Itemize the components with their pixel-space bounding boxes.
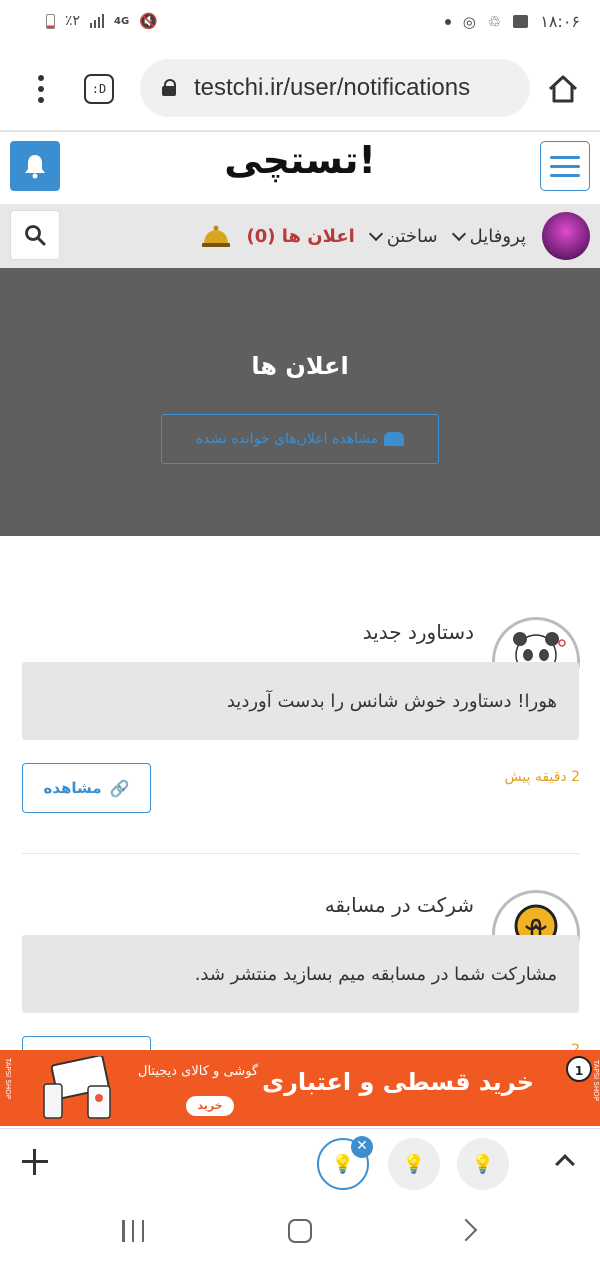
ad-subline: گوشی و کالای دیجیتال	[138, 1064, 259, 1079]
url-text: testchi.ir/user/notifications	[194, 74, 471, 101]
tab-item[interactable]	[388, 1138, 440, 1190]
view-unread-button[interactable]	[161, 414, 439, 464]
ad-logo: 1	[566, 1056, 592, 1082]
user-avatar[interactable]	[542, 212, 590, 260]
recents-icon[interactable]	[122, 1220, 144, 1242]
divider	[22, 853, 580, 854]
nav-notifications-label: اعلان ها (0)	[246, 225, 355, 247]
ad-banner[interactable]	[0, 1050, 600, 1126]
lightbulb-favicon-icon: 💡	[402, 1153, 426, 1175]
notification-title: دستاورد جدید	[362, 620, 474, 644]
signal-icon	[90, 14, 104, 28]
lock-icon	[162, 79, 178, 97]
view-notification-button[interactable]	[22, 763, 151, 813]
ad-brand-vertical: TAPSI SHOP	[592, 1060, 600, 1101]
mute-icon: 🔇	[139, 12, 158, 30]
share-icon: ♲	[487, 12, 502, 31]
browser-toolbar	[0, 46, 600, 132]
notifications-bell-button[interactable]	[10, 141, 60, 191]
status-right	[445, 12, 580, 31]
tab-switcher-button[interactable]: :D	[84, 74, 114, 104]
service-bell-icon	[201, 223, 231, 249]
image-icon	[513, 15, 528, 28]
browser-tab-strip	[0, 1128, 600, 1198]
nav-create-label: ساختن	[386, 225, 438, 247]
search-icon	[24, 224, 46, 246]
site-nav	[0, 204, 600, 268]
new-tab-icon[interactable]	[22, 1149, 48, 1175]
ad-brand-vertical-left: TAPSI SHOP	[4, 1058, 12, 1099]
browser-menu-icon[interactable]	[24, 72, 58, 106]
ad-products-image	[30, 1056, 122, 1122]
hamburger-menu-button[interactable]	[540, 141, 590, 191]
ad-headline: خرید قسطی و اعتباری	[262, 1068, 534, 1096]
nav-create[interactable]	[371, 226, 438, 247]
bell-icon	[23, 153, 47, 179]
back-icon[interactable]	[455, 1219, 478, 1242]
battery-percent: ٪۲	[65, 13, 81, 29]
collapse-tabs-icon[interactable]	[555, 1154, 575, 1174]
page-hero	[0, 268, 600, 536]
chevron-down-icon	[369, 226, 383, 240]
page-title: اعلان ها	[251, 352, 349, 380]
nav-notifications[interactable]	[247, 226, 355, 247]
notification-body: هورا! دستاورد خوش شانس را بدست آوردید	[22, 662, 579, 740]
network-type: 4G	[114, 15, 130, 27]
nav-profile[interactable]	[454, 226, 526, 247]
home-icon[interactable]	[546, 72, 580, 106]
tab-item[interactable]	[457, 1138, 509, 1190]
site-logo[interactable]: تستچی!	[224, 138, 376, 182]
view-notification-label: مشاهده	[43, 779, 102, 797]
view-unread-label: مشاهده اعلان‌های خوانده نشده	[195, 431, 379, 447]
search-button[interactable]	[10, 210, 60, 260]
mailbox-icon	[384, 432, 404, 446]
status-bar	[0, 0, 600, 46]
close-tab-icon[interactable]: ✕	[351, 1136, 373, 1158]
nav-profile-label: پروفایل	[469, 225, 526, 247]
sync-icon: ◎	[462, 12, 476, 31]
home-button-icon[interactable]	[288, 1219, 312, 1243]
system-navigation-bar	[0, 1198, 600, 1267]
notification-item	[22, 888, 580, 1048]
notification-dot-icon	[445, 19, 451, 25]
notification-item	[22, 615, 580, 815]
notification-body: مشارکت شما در مسابقه میم بسازید منتشر شد.	[22, 935, 579, 1013]
clock: ۱۸:۰۶	[540, 12, 580, 31]
lightbulb-favicon-icon: 💡	[331, 1153, 355, 1175]
link-icon: 🔗	[109, 778, 130, 798]
lightbulb-favicon-icon: 💡	[471, 1153, 495, 1175]
site-header	[0, 134, 600, 204]
notification-title: شرکت در مسابقه	[324, 893, 474, 917]
notification-time: 2 دقیقه پیش	[504, 769, 580, 785]
battery-icon	[46, 14, 55, 29]
ad-buy-button[interactable]: خرید	[186, 1096, 234, 1116]
tab-active[interactable]	[317, 1138, 369, 1190]
address-bar[interactable]	[140, 59, 530, 117]
chevron-down-icon	[452, 226, 466, 240]
status-left	[46, 12, 158, 30]
